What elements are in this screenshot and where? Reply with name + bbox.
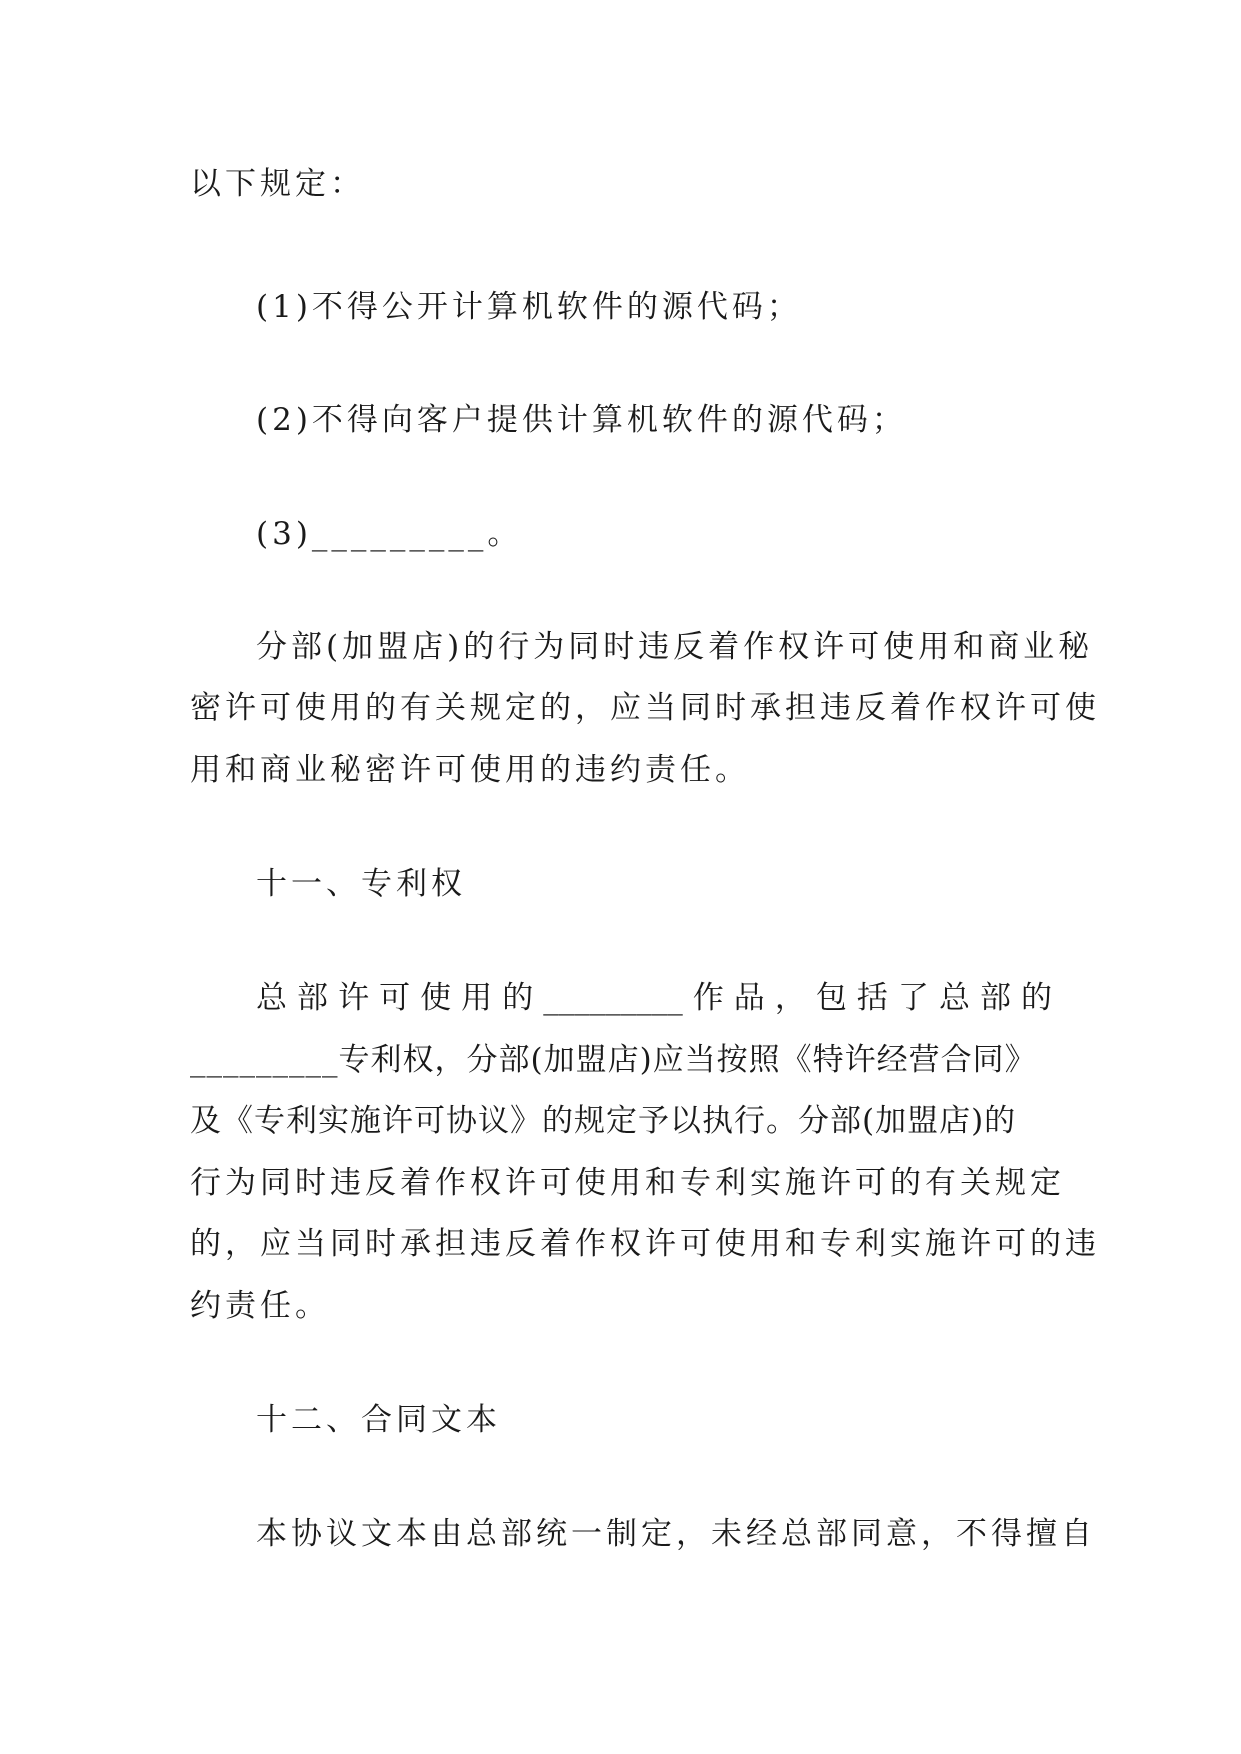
text-segment: 总: [256, 980, 287, 1016]
text-segment: 括: [856, 980, 888, 1016]
text-line: 以下规定：: [190, 166, 365, 202]
paragraph-line: [256, 980, 1052, 1016]
text-segment: 部: [979, 980, 1011, 1016]
paragraph-line: 本协议文本由总部统一制定，未经总部同意，不得擅自: [256, 1516, 1096, 1552]
text-segment: 品: [733, 980, 765, 1016]
paragraph-line: 约责任。: [190, 1288, 330, 1324]
paragraph-line: _________专利权，分部(加盟店)应当按照《特许经营合同》: [190, 1042, 1037, 1078]
text-segment: 可: [379, 980, 411, 1016]
text-segment: 作: [692, 980, 724, 1016]
text-segment: ，: [774, 980, 806, 1016]
paragraph-line: 及《专利实施许可协议》的规定予以执行。分部(加盟店)的: [190, 1103, 1017, 1139]
paragraph-line: 用和商业秘密许可使用的违约责任。: [190, 752, 750, 788]
section-heading: 十一、专利权: [256, 866, 466, 902]
text-segment: 了: [897, 980, 929, 1016]
paragraph-line: 行为同时违反着作权许可使用和专利实施许可的有关规定: [190, 1165, 1065, 1201]
text-segment: 包: [815, 980, 847, 1016]
text-segment: 部: [297, 980, 329, 1016]
text-segment: 许: [338, 980, 370, 1016]
fill-in-blank: _________: [543, 980, 683, 1016]
paragraph-line: 的，应当同时承担违反着作权许可使用和专利实施许可的违: [190, 1226, 1100, 1262]
section-heading: 十二、合同文本: [256, 1402, 501, 1438]
list-item: (2)不得向客户提供计算机软件的源代码；: [256, 402, 907, 438]
text-segment: 用: [461, 980, 493, 1016]
list-item: (3)_________。: [256, 516, 523, 552]
paragraph-line: 分部(加盟店)的行为同时违反着作权许可使用和商业秘: [256, 629, 1094, 665]
paragraph-line: 密许可使用的有关规定的，应当同时承担违反着作权许可使: [190, 690, 1100, 726]
text-segment: 的: [1021, 980, 1052, 1016]
text-segment: 使: [420, 980, 452, 1016]
text-segment: 总: [938, 980, 970, 1016]
list-item: (1)不得公开计算机软件的源代码；: [256, 289, 802, 325]
text-segment: 的: [502, 980, 534, 1016]
